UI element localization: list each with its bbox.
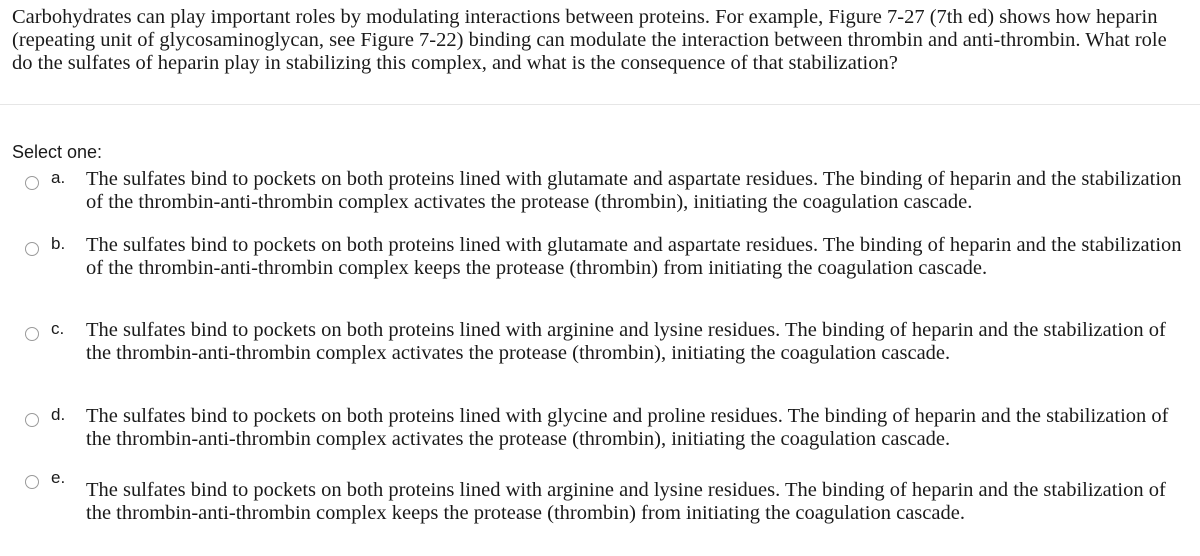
option-letter: a. [51,168,66,187]
option-text[interactable]: The sulfates bind to pockets on both proteins lined with glutamate and aspartate residues. The binding of heparin and the stabilization of the thrombin-anti-thrombin complex activates the protease (thrombin), initiating the coagulation cascade. [86,168,1182,213]
select-one-label: Select one: [12,142,103,162]
radio-button-e[interactable] [25,475,39,489]
option-letter: d. [51,405,66,424]
option-text[interactable]: The sulfates bind to pockets on both proteins lined with arginine and lysine residues. The binding of heparin and the stabilization of the thrombin-anti-thrombin complex activates the protease (thrombin), initiating the coagulation cascade. [86,319,1166,364]
option-letter: b. [51,234,66,253]
radio-button-b[interactable] [25,242,39,256]
option-text[interactable]: The sulfates bind to pockets on both proteins lined with glutamate and aspartate residues. The binding of heparin and the stabilization of the thrombin-anti-thrombin complex keeps the protease (thrombin) from initiating the coagulation cascade. [86,234,1182,279]
radio-button-d[interactable] [25,413,39,427]
option-letter: e. [51,468,66,487]
radio-button-c[interactable] [25,327,39,341]
question-text: Carbohydrates can play important roles by modulating interactions between proteins. For example, Figure 7-27 (7th ed) shows how heparin (repeating unit of glycosaminoglycan, see Figure 7-22) binding can modulate the interaction between thrombin and anti-thrombin. What role do the sulfates of heparin play in stabilizing this complex, and what is the consequence of that stabilization? [12,6,1167,74]
divider [0,104,1200,105]
radio-button-a[interactable] [25,176,39,190]
option-text[interactable]: The sulfates bind to pockets on both proteins lined with glycine and proline residues. The binding of heparin and the stabilization of the thrombin-anti-thrombin complex activates the protease (thrombin), initiating the coagulation cascade. [86,405,1169,450]
option-text[interactable]: The sulfates bind to pockets on both proteins lined with arginine and lysine residues. The binding of heparin and the stabilization of the thrombin-anti-thrombin complex keeps the protease (thrombin) from initiating the coagulation cascade. [86,479,1166,524]
option-letter: c. [51,319,65,338]
